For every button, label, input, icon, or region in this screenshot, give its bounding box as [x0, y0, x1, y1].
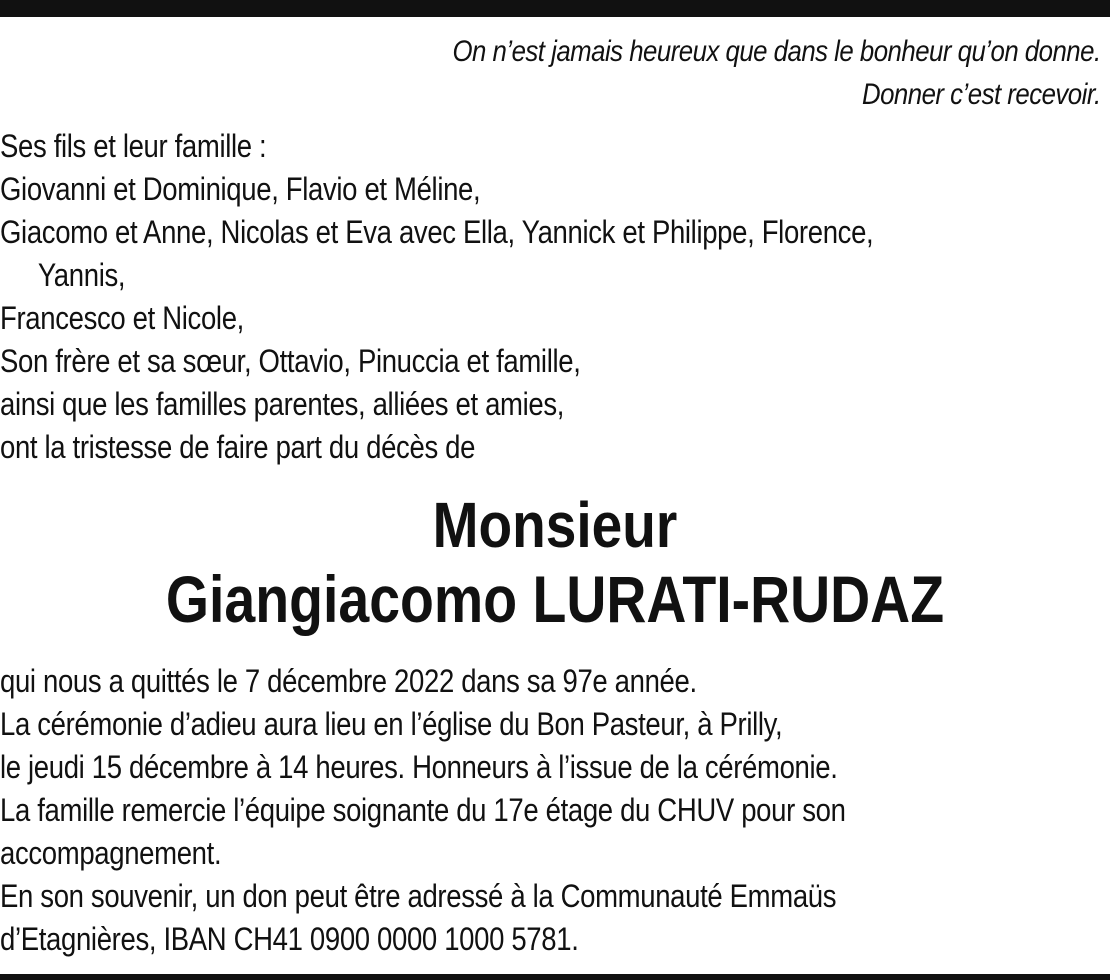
family-announcement [0, 125, 1109, 469]
epigraph-quote [453, 30, 1101, 116]
family-line: Giovanni et Dominique, Flavio et Méline, [0, 171, 481, 207]
details-line: le jeudi 15 décembre à 14 heures. Honneurs à l’issue de la cérémonie. [0, 749, 838, 785]
ceremony-details [0, 660, 1109, 961]
family-line: Yannis, [37, 257, 126, 293]
family-line: Son frère et sa sœur, Ottavio, Pinuccia et famille, [0, 343, 581, 379]
quote-line-1: On n’est jamais heureux que dans le bonheur qu’on donne. [452, 35, 1101, 68]
deceased-name-block [0, 490, 1110, 638]
family-line: ainsi que les familles parentes, alliées et amies, [0, 386, 565, 422]
details-line: qui nous a quittés le 7 décembre 2022 dans sa 97e année. [0, 663, 697, 699]
family-line: ont la tristesse de faire part du décès de [0, 429, 476, 465]
quote-line-2: Donner c’est recevoir. [862, 78, 1101, 111]
deceased-name: Giangiacomo LURATI-RUDAZ [165, 562, 945, 636]
details-line: La famille remercie l’équipe soignante du 17e étage du CHUV pour son [0, 792, 846, 828]
details-line: d’Etagnières, IBAN CH41 0900 0000 1000 5781. [0, 921, 579, 957]
details-line: accompagnement. [0, 835, 222, 871]
family-line: Francesco et Nicole, [0, 300, 244, 336]
family-line: Giacomo et Anne, Nicolas et Eva avec Ella, Yannick et Philippe, Florence, [0, 214, 874, 250]
details-line: En son souvenir, un don peut être adressé à la Communauté Emmaüs [0, 878, 837, 914]
details-line: La cérémonie d’adieu aura lieu en l’église du Bon Pasteur, à Prilly, [0, 706, 783, 742]
top-border-rule [0, 0, 1110, 17]
family-line: Ses fils et leur famille : [0, 128, 267, 164]
deceased-title: Monsieur [432, 489, 678, 561]
bottom-border-rule [0, 974, 1110, 980]
